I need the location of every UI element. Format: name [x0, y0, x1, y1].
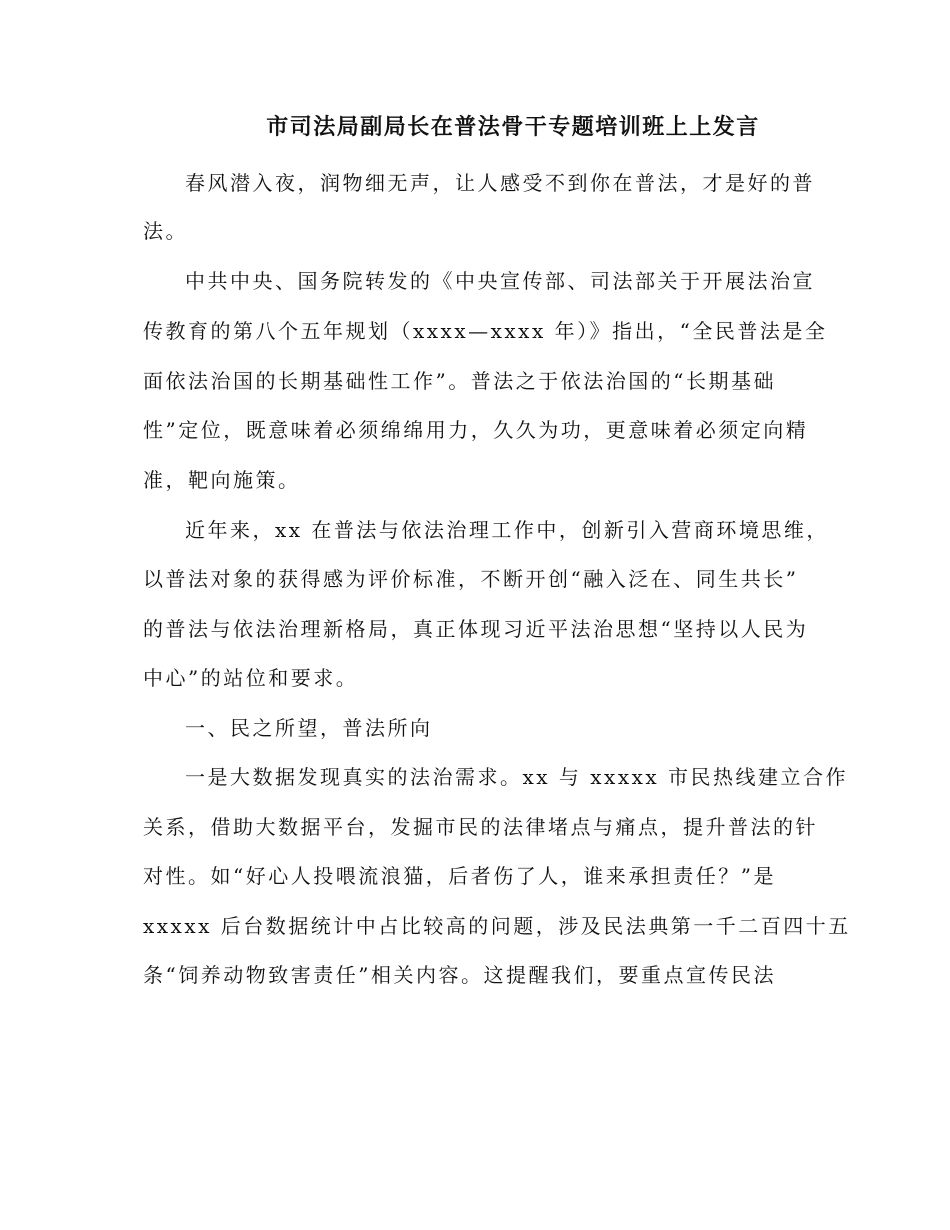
text-line: 关系，借助大数据平台，发掘市民的法律堵点与痛点，提升普法的针: [143, 815, 818, 839]
text-line: 性”定位，既意味着必须绵绵用力，久久为功，更意味着必须定向精: [143, 418, 809, 442]
text-line: 中心”的站位和要求。: [143, 666, 359, 690]
section-heading: 一、民之所望，普法所向: [185, 716, 433, 740]
text-line: 中共中央、国务院转发的《中央宣传部、司法部关于开展法治宣: [185, 269, 815, 293]
text-line: 以普法对象的获得感为评价标准，不断开创“融入泛在、同生共长”: [143, 567, 799, 591]
text-line: 春风潜入夜，润物细无声，让人感受不到你在普法，才是好的普: [185, 171, 815, 195]
text-line: 一是大数据发现真实的法治需求。xx 与 xxxxx 市民热线建立合作: [185, 765, 849, 789]
text-line: 条“饲养动物致害责任”相关内容。这提醒我们，要重点宣传民法: [143, 963, 776, 987]
text-line: 的普法与依法治理新格局，真正体现习近平法治思想“坚持以人民为: [143, 617, 809, 641]
text-line: 近年来，xx 在普法与依法治理工作中，创新引入营商环境思维，: [185, 518, 829, 542]
text-line: 准，靶向施策。: [143, 468, 301, 492]
text-line: 对性。如“好心人投喂流浪猫，后者伤了人，谁来承担责任？”是: [143, 864, 776, 888]
text-line: 面依法治国的长期基础性工作”。普法之于依法治国的“长期基础: [143, 369, 776, 393]
text-line: 法。: [143, 219, 188, 243]
text-line: 传教育的第八个五年规划（xxxx—xxxx 年）》指出，“全民普法是全: [143, 319, 828, 343]
text-line: xxxxx 后台数据统计中占比较高的问题，涉及民法典第一千二百四十五: [143, 914, 851, 938]
document-title: 市司法局副局长在普法骨干专题培训班上上发言: [266, 115, 760, 140]
